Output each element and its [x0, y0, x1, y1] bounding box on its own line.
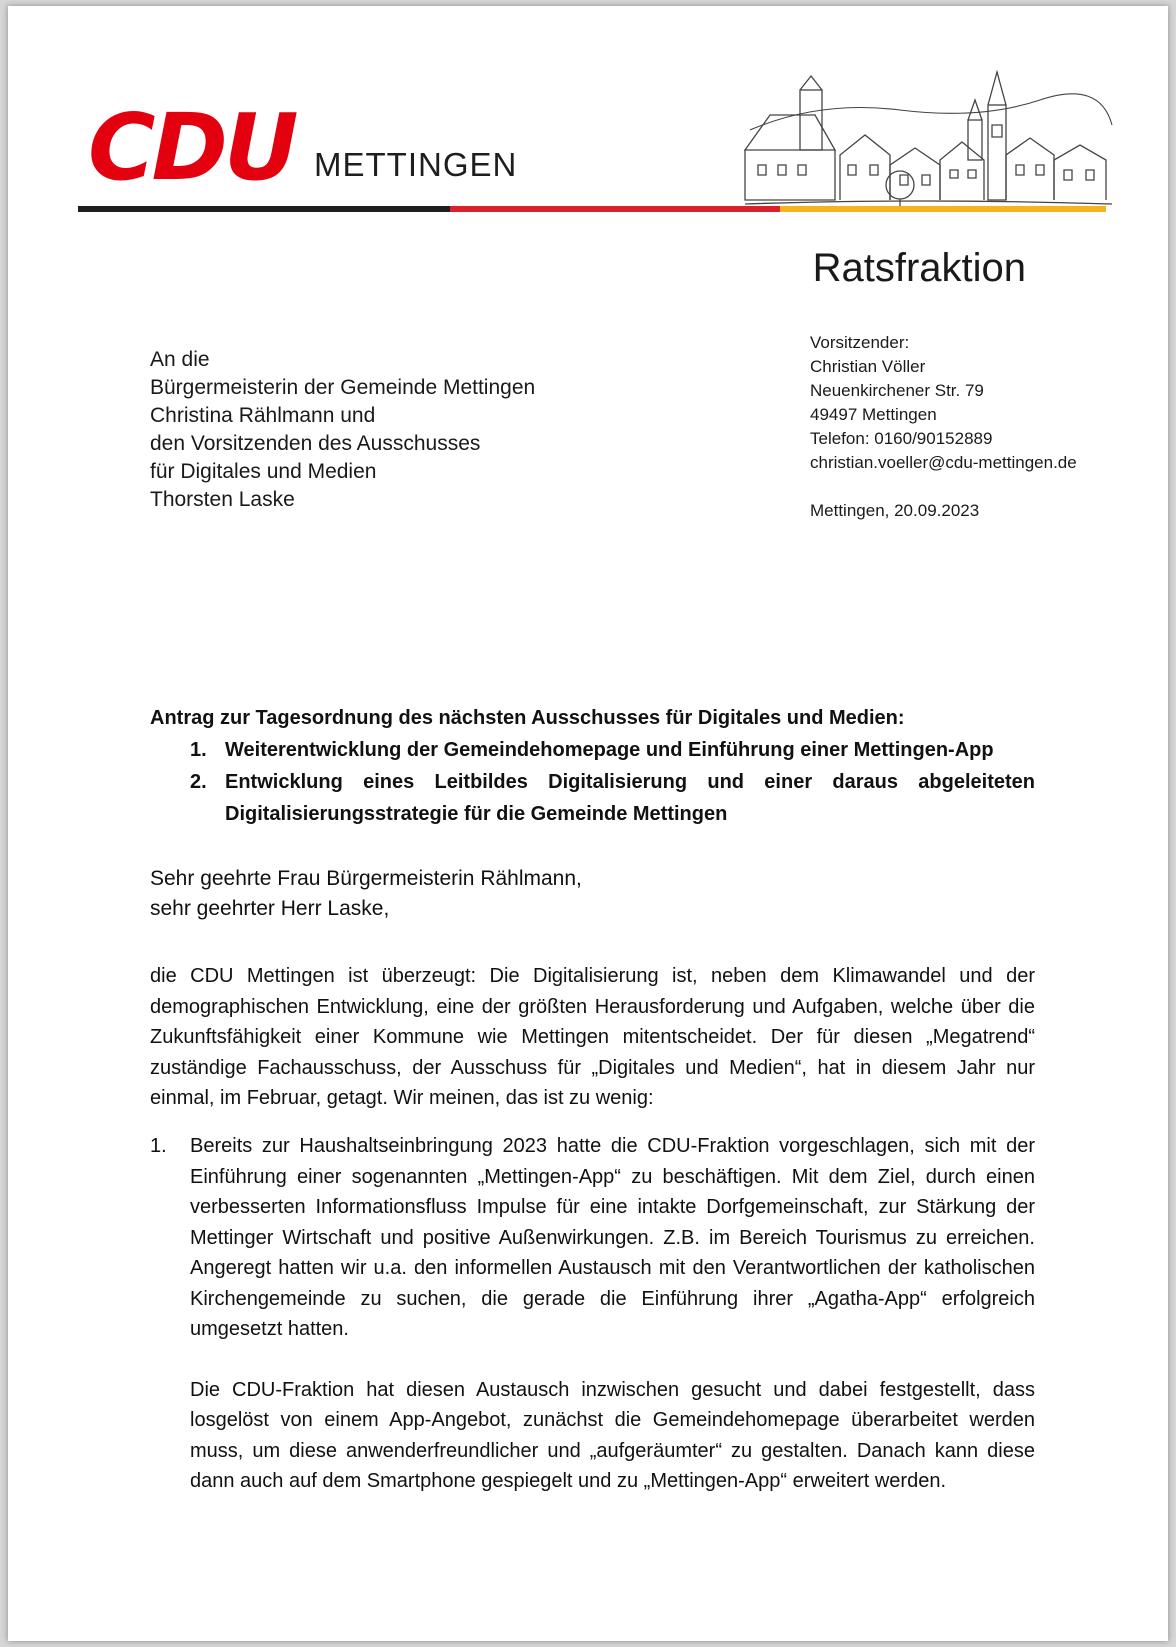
- letter-date: Mettingen, 20.09.2023: [810, 501, 980, 520]
- salutation-line: sehr geehrter Herr Laske,: [150, 897, 390, 920]
- salutation: [150, 864, 582, 924]
- subject-item: [150, 766, 1035, 830]
- subject-block: [150, 702, 1035, 830]
- recipient-line: An die: [150, 348, 210, 371]
- stripe-black: [78, 206, 450, 212]
- subject-item-text: Weiterentwicklung der Gemeindehomepage und Einführung einer Mettingen-App: [225, 739, 994, 761]
- recipient-line: den Vorsitzenden des Ausschusses: [150, 432, 481, 455]
- sender-city: 49497 Mettingen: [810, 405, 937, 424]
- sender-name: Christian Völler: [810, 357, 926, 376]
- recipient-address: [150, 346, 535, 514]
- subject-list: [150, 734, 1035, 830]
- sender-phone: Telefon: 0160/90152889: [810, 429, 993, 448]
- point-number: 1.: [150, 1135, 167, 1157]
- point-paragraph: Bereits zur Haushaltseinbringung 2023 hatte die CDU-Fraktion vorgeschlagen, sich mit der Einführung einer sogenannten „Mettingen-App“ zu beschäftigen. Mit dem Ziel, durch einen verbesserten Informationsfluss Impulse für eine intakte Dorfgemeinschaft, zur Stärkung der Mettinger Wirtschaft und positive Außenwirkungen. Z.B. im Bereich Tourismus zu erreichen. Angeregt hatten wir u.a. den informellen Austausch mit den Verantwortlichen der katholischen Kirchengemeinde zu suchen, die gerade die Einführung ihrer „Agatha-App“ erfolgreich umgesetzt hatten.: [190, 1135, 1035, 1340]
- point-paragraph: Die CDU-Fraktion hat diesen Austausch inzwischen gesucht und dabei festgestellt, dass losgelöst von einem App-Angebot, zunächst die Gemeindehomepage überarbeitet werden muss, um diese anwenderfreundlicher und „aufgeräumter“ zu gestalten. Danach kann diese dann auch auf dem Smartphone gespiegelt und zu „Mettingen-App“ erweitert werden.: [190, 1378, 1035, 1492]
- section-heading: Ratsfraktion: [812, 246, 1026, 290]
- subject-title: Antrag zur Tagesordnung des nächsten Ausschusses für Digitales und Medien:: [150, 707, 905, 729]
- sender-street: Neuenkirchener Str. 79: [810, 381, 984, 400]
- stripe-gold: [780, 206, 1106, 212]
- letter-page: [8, 6, 1168, 1641]
- subject-item-text: Entwicklung eines Leitbildes Digitalisierung und einer daraus abgeleiteten Digitalisierungsstrategie für die Gemeinde Mettingen: [225, 771, 1035, 825]
- recipient-line: Christina Rählmann und: [150, 404, 376, 427]
- logo-town-text: METTINGEN: [314, 146, 518, 183]
- sender-email: christian.voeller@cdu-mettingen.de: [810, 453, 1077, 472]
- logo-cdu-text: CDU: [88, 94, 295, 201]
- sender-role: Vorsitzender:: [810, 333, 910, 352]
- recipient-line: Thorsten Laske: [150, 488, 295, 511]
- subject-item-number: 1.: [190, 739, 207, 761]
- stripe-red: [450, 206, 780, 212]
- sender-block: [810, 331, 1077, 523]
- subject-item: [150, 734, 1035, 766]
- recipient-line: Bürgermeisterin der Gemeinde Mettingen: [150, 376, 536, 399]
- subject-item-number: 2.: [190, 771, 207, 793]
- recipient-line: für Digitales und Medien: [150, 460, 377, 483]
- village-sketch-illustration: [740, 70, 1115, 210]
- numbered-point: [150, 1131, 1035, 1497]
- intro-paragraph: die CDU Mettingen ist überzeugt: Die Digitalisierung ist, neben dem Klimawandel und der demographischen Entwicklung, eine der größten Herausforderung und Aufgaben, welche über die Zukunftsfähigkeit einer Kommune wie Mettingen mitentscheidet. Der für diesen „Megatrend“ zuständige Fachausschuss, der Ausschuss für „Digitales und Medien“, hat in diesem Jahr nur einmal, im Februar, getagt. Wir meinen, das ist zu wenig:: [150, 965, 1035, 1109]
- salutation-line: Sehr geehrte Frau Bürgermeisterin Rählmann,: [150, 867, 582, 890]
